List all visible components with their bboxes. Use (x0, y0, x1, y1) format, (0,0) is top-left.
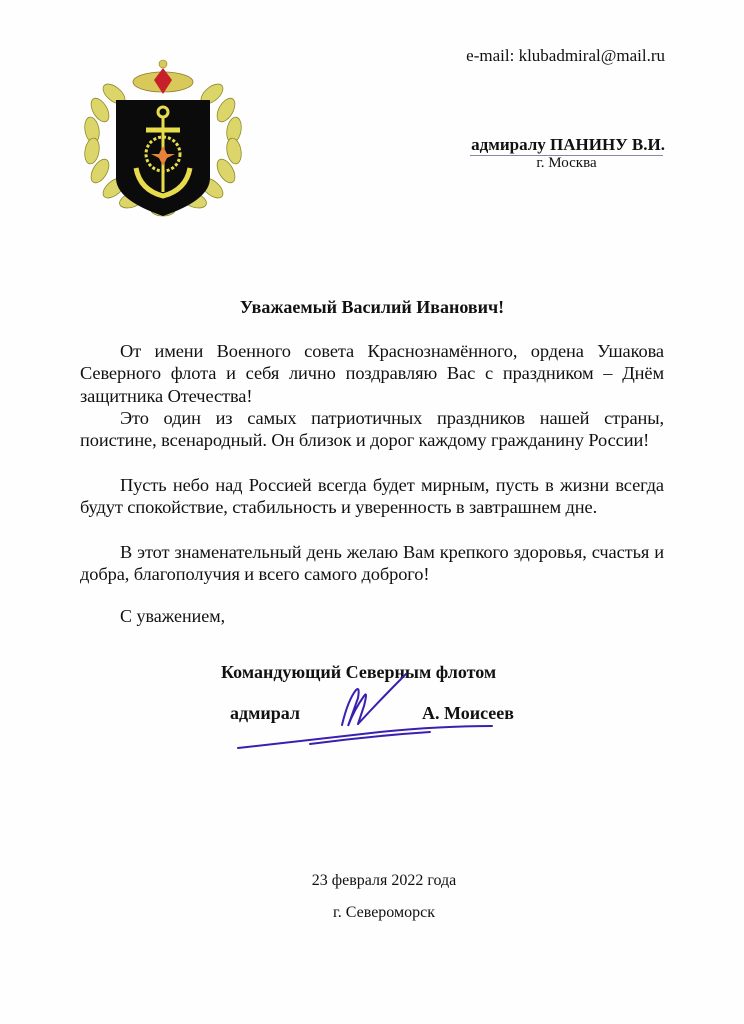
paragraph: В этот знаменательный день желаю Вам крепкого здоровья, счастья и добра, благополучия и всего самого доброго! (80, 542, 664, 585)
addressee-city: г. Москва (536, 155, 597, 171)
signer-name: А. Моисеев (421, 703, 514, 723)
greeting: Уважаемый Василий Иванович! (239, 297, 505, 317)
email-address: e-mail: klubadmiral@mail.ru (466, 46, 665, 65)
paragraph: Пусть небо над Россией всегда будет мирным, пусть в жизни всегда будут спокойствие, стабильность и уверенность в завтрашнем дне. (80, 475, 664, 518)
signer-rank: адмирал (230, 703, 301, 723)
eagle-crest-icon (133, 60, 193, 94)
handwritten-signature (230, 670, 510, 760)
closing: С уважением, (120, 606, 226, 626)
emblem-logo (78, 50, 248, 220)
letter-city: г. Североморск (333, 904, 435, 921)
addressee: адмиралу ПАНИНУ В.И. (471, 135, 665, 154)
letter-date: 23 февраля 2022 года (311, 872, 457, 889)
paragraph: От имени Военного совета Краснознамённого, ордена Ушакова Северного флота и себя лично поздравляю Вас с праздником – Днём защитника Отечества! (80, 341, 664, 406)
paragraph: Это один из самых патриотичных праздников нашей страны, поистине, всенародный. Он близок и дорог каждому гражданину России! (80, 408, 664, 451)
signer-position: Командующий Северным флотом (221, 662, 497, 682)
